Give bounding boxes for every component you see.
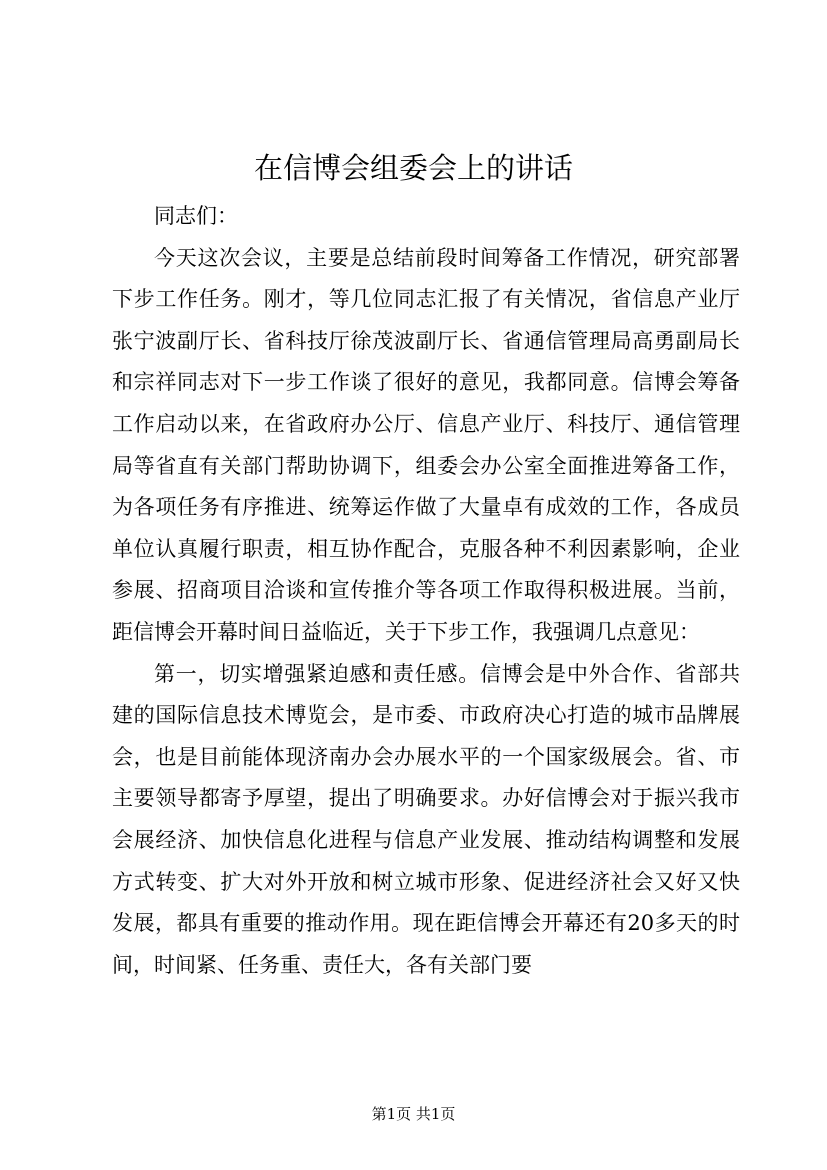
paragraph: 第一，切实增强紧迫感和责任感。信博会是中外合作、省部共建的国际信息技术博览会，是市委、市政府决心打造的城市品牌展会，也是目前能体现济南办会办展水平的一个国家级展会。省、市主要领导都寄予厚望，提出了明确要求。办好信博会对于振兴我市会展经济、加快信息化进程与信息产业发展、推动结构调整和发展方式转变、扩大对外开放和树立城市形象、促进经济社会又好又快发展，都具有重要的推动作用。现在距信博会开幕还有20多天的时间，时间紧、任务重、责任大，各有关部门要 bbox=[112, 661, 740, 977]
document-title: 在信博会组委会上的讲话 bbox=[253, 151, 573, 185]
greeting-line: 同志们： bbox=[154, 204, 238, 228]
document-body bbox=[112, 196, 740, 986]
paragraph: 今天这次会议，主要是总结前段时间筹备工作情况，研究部署下步工作任务。刚才，等几位同志汇报了有关情况，省信息产业厅张宁波副厅长、省科技厅徐茂波副厅长、省通信管理局高勇副局长和宗祥同志对下一步工作谈了很好的意见，我都同意。信博会筹备工作启动以来，在省政府办公厅、信息产业厅、科技厅、通信管理局等省直有关部门帮助协调下，组委会办公室全面推进筹备工作，为各项任务有序推进、统筹运作做了大量卓有成效的工作，各成员单位认真履行职责，相互协作配合，克服各种不利因素影响，企业参展、招商项目洽谈和宣传推介等各项工作取得积极进展。当前，距信博会开幕时间日益临近，关于下步工作，我强调几点意见： bbox=[112, 245, 740, 644]
page-footer: 第1页 共1页 bbox=[371, 1105, 456, 1123]
